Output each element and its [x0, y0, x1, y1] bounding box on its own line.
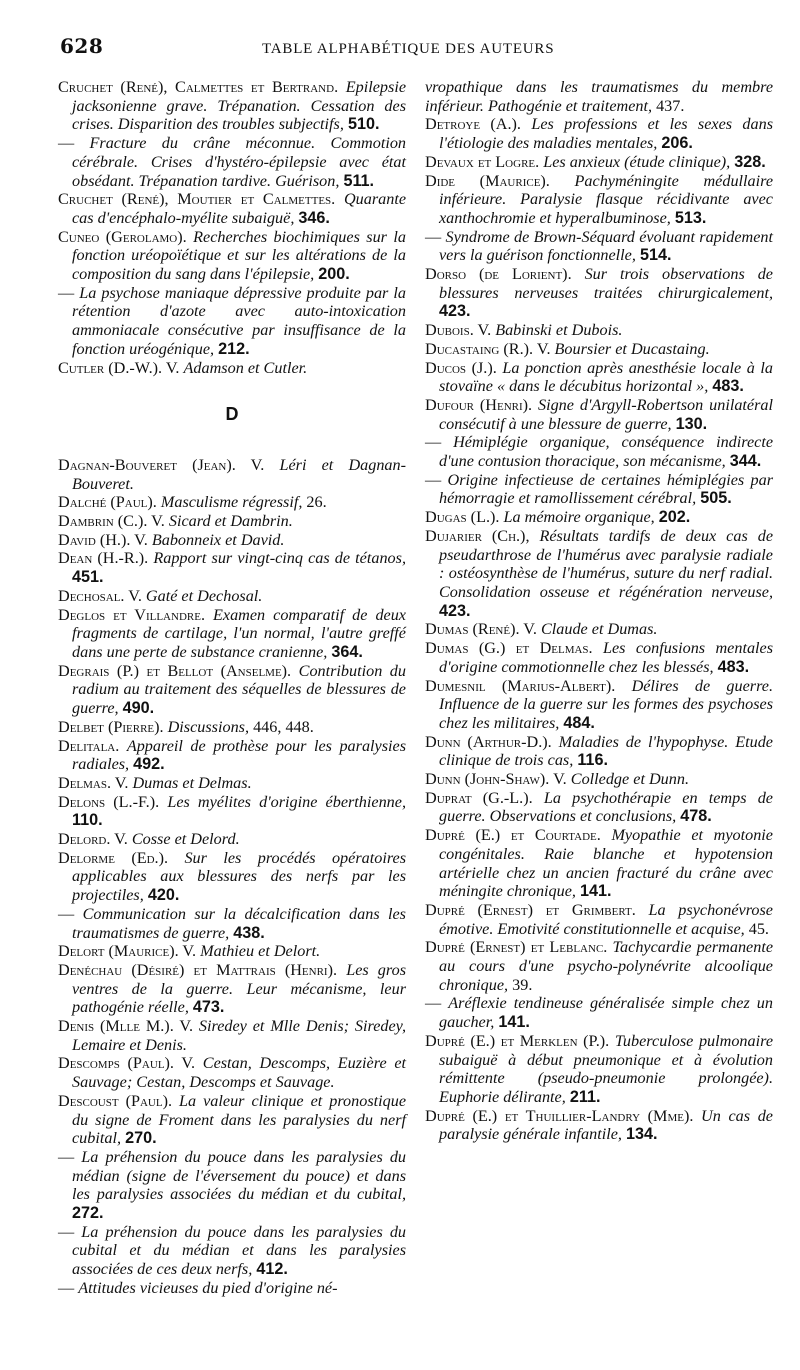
entry-title: Sicard et Dambrin. [168, 512, 293, 531]
entry-page: 437. [656, 96, 685, 115]
entry-authors: Ducastaing (R.). V. [425, 339, 551, 358]
entry-authors: Ducos (J.). [425, 358, 497, 377]
entry-page: 446, 448. [253, 717, 314, 736]
entry-authors: — [58, 283, 75, 302]
entry-authors: Dumesnil (Marius-Albert). [425, 676, 616, 695]
index-entry [425, 115, 773, 152]
entry-title: Colledge et Dunn. [570, 770, 690, 789]
entry-title: Origine infectieuse de certaines hémiplégies par hémorragie et ramollissement cérébral, [439, 470, 774, 508]
entry-page: 364. [331, 642, 363, 661]
index-entry [425, 938, 773, 994]
index-entry [425, 172, 773, 228]
entry-page: 438. [233, 923, 265, 942]
entry-title: Mathieu et Delort. [200, 942, 321, 961]
entry-authors: Deglos et Villandre. [58, 605, 205, 624]
entry-page: 344. [729, 452, 762, 471]
entry-title: La ponction après anesthésie locale à la stovaïne « dans le décubitus horizontal », [439, 358, 774, 396]
section-c-list [58, 78, 406, 377]
entry-page: 478. [680, 807, 712, 826]
entry-page: 270. [125, 1129, 157, 1148]
entry-title: Les confusions mentales d'origine commotionnelle chez les blessés, [439, 639, 774, 676]
entry-title: Quarante cas d'encéphalo-myélite subaiguë, [72, 190, 407, 227]
entry-title: La psychonévrose émotive. Emotivité constitutionnelle et acquise, [439, 900, 773, 938]
entry-authors: — [58, 1222, 75, 1241]
right-entry-list [425, 115, 773, 1144]
entry-authors: Dagnan-Bouveret (Jean). V. [58, 455, 265, 474]
entry-page: 514. [639, 246, 672, 265]
entry-authors: Delorme (Ed.). [58, 848, 169, 867]
entry-authors: Dechosal. V. [58, 586, 142, 605]
entry-title: Maladies de l'hypophyse. Etude clinique de trois cas, [439, 732, 773, 770]
entry-authors: Dorso (de Lorient). [425, 265, 572, 284]
index-entry [58, 1223, 406, 1279]
page-number: 628 [60, 34, 104, 58]
entry-authors: Dupré (Ernest) et Leblanc. [425, 938, 608, 957]
entry-authors: Detroye (A.). [425, 115, 521, 134]
index-entry [425, 508, 773, 527]
index-entry [58, 78, 406, 134]
entry-authors: Dugas (L.). [425, 508, 500, 527]
entry-authors: Dambrin (C.). V. [58, 512, 165, 531]
entry-authors: Cruchet (René), Moutier et Calmettes. [58, 190, 336, 209]
entry-title: Les gros ventres de la guerre. Leur mécanisme, leur pathogénie réelle, [72, 960, 406, 1017]
entry-page: 211. [569, 1087, 601, 1106]
page-header [60, 34, 768, 60]
entry-title: Signe d'Argyll-Robertson unilatéral consécutif à une blessure de guerre, [439, 395, 773, 433]
index-entry [58, 531, 406, 550]
entry-authors: Dunn (John-Shaw). V. [425, 770, 567, 789]
index-entry [58, 134, 406, 190]
entry-page: 420. [147, 886, 180, 905]
entry-page: 451. [72, 568, 104, 587]
entry-title: Gaté et Dechosal. [145, 586, 263, 605]
entry-page: 202. [658, 508, 691, 527]
entry-title: Boursier et Ducastaing. [554, 339, 710, 358]
entry-title: Cosse et Delord. [131, 830, 240, 849]
index-entry [58, 774, 406, 793]
index-entry [58, 1017, 406, 1054]
entry-title: Attitudes vicieuses du pied d'origine né- [78, 1278, 338, 1297]
entry-title: Délires de guerre. Influence de la guerre sur les formes des psychoses chez les militaires, [439, 676, 773, 732]
entry-page: 473. [192, 998, 225, 1017]
entry-authors: Descoust (Paul). [58, 1091, 173, 1110]
entry-title: La valeur clinique et pronostique du signe de Froment dans les paralysies du nerf cubital, [72, 1091, 407, 1148]
entry-authors: Dide (Maurice). [425, 171, 550, 190]
index-entry [58, 718, 406, 737]
index-entry [425, 620, 773, 639]
entry-authors: Devaux et Logre. [425, 152, 540, 171]
index-entry [58, 228, 406, 284]
entry-authors: Dumas (René). V. [425, 620, 537, 639]
entry-page: 505. [700, 489, 732, 508]
index-entry [425, 1032, 773, 1107]
entry-page: 212. [218, 339, 250, 358]
entry-title: Tuberculose pulmonaire subaiguë à début pneumonique et à évolution rémittente (pseudo-pneumonie prolongée). Euphorie délirante, [439, 1031, 773, 1106]
entry-title: La préhension du pouce dans les paralysies du cubital et du médian et dans les paralysies associées de ces deux nerfs, [72, 1222, 407, 1279]
entry-title: Masculisme régressif, [160, 493, 303, 512]
entry-authors: — [425, 433, 442, 452]
index-entry [425, 1107, 773, 1144]
entry-authors: Duprat (G.-L.). [425, 788, 533, 807]
entry-page: 484. [563, 713, 595, 732]
index-entry [58, 606, 406, 662]
index-entry [425, 677, 773, 733]
entry-page: 134. [626, 1125, 658, 1144]
entry-title: Recherches biochimiques sur la fonction uréopoïétique et sur les altérations de la composition du sang dans l'épilepsie, [72, 227, 407, 284]
entry-title: Léri et Dagnan-Bouveret. [72, 455, 407, 493]
entry-authors: — [58, 1278, 75, 1297]
entry-title: Résultats tardifs de deux cas de pseudarthrose de l'humérus avec paralysie radiale : ostéosynthèse de l'humérus, suture du nerf radial. Consolidation osseuse et régénération nerveuse, [439, 526, 774, 601]
index-entry [425, 433, 773, 470]
index-entry [58, 1279, 406, 1298]
index-entry [58, 905, 406, 942]
entry-authors: Cuneo (Gerolamo). [58, 227, 187, 246]
entry-title: La préhension du pouce dans les paralysies du médian (signe de l'éversement du pouce) et dans les paralysies associées du médian et du cubital, [72, 1147, 407, 1204]
entry-page: 26. [306, 493, 327, 512]
entry-page: 423. [439, 601, 471, 620]
running-title: TABLE ALPHABÉTIQUE DES AUTEURS [262, 41, 555, 57]
entry-authors: — [58, 904, 75, 923]
entry-title: Communication sur la décalcification dans les traumatismes de guerre, [72, 904, 406, 942]
index-entry [58, 359, 406, 378]
index-entry [58, 512, 406, 531]
entry-authors: Degrais (P.) et Bellot (Anselme). [58, 661, 292, 680]
entry-title: Epilepsie jacksonienne grave. Trépanation. Cessation des crises. Disparition des troubles subjectifs, [72, 78, 407, 134]
entry-page: 510. [347, 115, 380, 134]
entry-page: 39. [512, 975, 533, 994]
entry-authors: Dean (H.-R.). [58, 549, 149, 568]
entry-title: Discussions, [167, 717, 250, 736]
entry-title: Hémiplégie organique, conséquence indirecte d'une contusion thoracique, son mécanisme, [439, 433, 774, 471]
index-entry [425, 789, 773, 826]
entry-authors: David (H.). V. [58, 530, 148, 549]
index-entry [425, 359, 773, 396]
entry-authors: — [425, 227, 442, 246]
entry-title: La mémoire organique, [503, 508, 655, 527]
entry-authors: Dumas (G.) et Delmas. [425, 639, 593, 658]
entry-authors: Dunn (Arthur-D.). [425, 732, 552, 751]
index-entry [425, 396, 773, 433]
entry-authors: Delord. V. [58, 830, 128, 849]
entry-authors: — [425, 470, 442, 489]
entry-title: Tachycardie permanente au cours d'une psycho-polynévrite alcoolique chronique, [439, 938, 774, 994]
entry-title: Cestan, Descomps, Euzière et Sauvage; Cestan, Descomps et Sauvage. [72, 1054, 407, 1092]
entry-title: La psychothérapie en temps de guerre. Observations et conclusions, [439, 788, 773, 826]
entry-title: Sur les procédés opératoires applicables aux blessures des nerfs par les projectiles, [72, 848, 406, 905]
entry-authors: Descomps (Paul). V. [58, 1054, 196, 1073]
entry-page: 483. [717, 657, 750, 676]
index-entry [425, 265, 773, 321]
entry-page: 272. [72, 1204, 104, 1223]
entry-title: Syndrome de Brown-Séquard évoluant rapidement vers la guérison fonctionnelle, [439, 227, 773, 265]
index-entry [58, 549, 406, 586]
index-entry [425, 153, 773, 172]
index-entry [58, 493, 406, 512]
section-d-list [58, 456, 406, 1298]
entry-page: 141. [580, 882, 612, 901]
entry-authors: Delitala. [58, 736, 120, 755]
index-entry [58, 1054, 406, 1091]
entry-title: Les professions et les sexes dans l'étiologie des maladies mentales, [439, 115, 774, 153]
index-entry [58, 961, 406, 1017]
index-entry [425, 826, 773, 901]
entry-page: 346. [298, 208, 330, 227]
entry-page: 412. [256, 1260, 288, 1279]
entry-title: Fracture du crâne méconnue. Commotion cérébrale. Crises d'hystéro-épilepsie avec état obsédant. Trépanation tardive. Guérison, [72, 134, 407, 190]
entry-page: 200. [318, 265, 350, 284]
entry-page: 206. [661, 134, 693, 153]
entry-title: Aréflexie tendineuse généralisée simple chez un gaucher, [439, 994, 773, 1032]
index-entry [58, 1092, 406, 1148]
entry-title: Contribution du radium au traitement des séquelles de blessures de guerre, [72, 661, 406, 718]
right-column [425, 78, 773, 1144]
entry-authors: — [58, 1147, 75, 1166]
index-entry [425, 639, 773, 676]
index-entry [58, 662, 406, 718]
entry-page: 490. [122, 699, 155, 718]
entry-authors: Dupré (E.) et Thuillier-Landry (Mme). [425, 1106, 694, 1125]
entry-page: 130. [675, 414, 708, 433]
entry-title: Babinski et Dubois. [495, 321, 623, 340]
entry-title: Siredey et Mlle Denis; Siredey, Lemaire et Denis. [72, 1017, 407, 1054]
entry-authors: Dubois. V. [425, 321, 492, 340]
left-column [58, 78, 406, 1298]
entry-title: Rapport sur vingt-cinq cas de tétanos, [153, 549, 406, 568]
entry-page: 423. [439, 302, 471, 321]
entry-title: Claude et Dumas. [540, 620, 658, 639]
entry-authors: Dupré (E.) et Merklen (P.). [425, 1031, 610, 1050]
entry-authors: Delbet (Pierre). [58, 717, 164, 736]
entry-authors: — [425, 994, 442, 1013]
entry-authors: Cutler (D.-W.). V. [58, 358, 180, 377]
index-entry [425, 770, 773, 789]
entry-title: Babonneix et David. [151, 530, 285, 549]
index-entry [425, 901, 773, 938]
index-entry [425, 994, 773, 1031]
index-entry [425, 471, 773, 508]
index-entry [58, 942, 406, 961]
entry-title: vropathique dans les traumatismes du membre inférieur. Pathogénie et traitement, [425, 78, 773, 115]
index-entry [58, 793, 406, 830]
continuation-entry [425, 78, 773, 115]
entry-title: La psychose maniaque dépressive produite par la rétention d'azote avec auto-intoxication ammoniacale consécutive par insuffisance de la fonction uréogénique, [72, 283, 406, 358]
entry-authors: Dupré (Ernest) et Grimbert. [425, 900, 636, 919]
index-entry [58, 587, 406, 606]
index-entry [58, 284, 406, 359]
index-entry [58, 849, 406, 905]
index-entry [425, 321, 773, 340]
entry-page: 483. [712, 377, 744, 396]
entry-authors: Dufour (Henri). [425, 395, 533, 414]
entry-authors: Denis (Mlle M.). V. [58, 1017, 193, 1036]
entry-page: 511. [343, 171, 375, 190]
entry-title: Adamson et Cutler. [183, 358, 308, 377]
index-entry [58, 190, 406, 227]
entry-page: 492. [133, 755, 165, 774]
entry-authors: Delmas. V. [58, 773, 129, 792]
entry-title: Examen comparatif de deux fragments de cartilage, l'un normal, l'autre greffé dans une perte de substance cranienne, [72, 605, 406, 661]
entry-title: Dumas et Delmas. [132, 773, 252, 792]
index-entry [425, 733, 773, 770]
entry-title: Pachyméningite médullaire inférieure. Paralysie flasque récidivante avec xanthochromie et hyperalbuminose, [439, 171, 774, 227]
entry-authors: Delort (Maurice). V. [58, 942, 197, 961]
entry-page: 116. [577, 751, 608, 770]
entry-authors: Dupré (E.) et Courtade. [425, 826, 601, 845]
entry-authors: — [58, 134, 75, 153]
entry-title: Les anxieux (étude clinique), [543, 152, 731, 171]
entry-authors: Dujarier (Ch.), [425, 526, 530, 545]
entry-title: Appareil de prothèse pour les paralysies radiales, [72, 736, 406, 774]
index-entry [425, 527, 773, 621]
section-letter: D [225, 404, 239, 425]
entry-title: Sur trois observations de blessures nerveuses traitées chirurgicalement, [439, 265, 773, 302]
entry-page: 141. [498, 1013, 530, 1032]
index-entry [58, 1148, 406, 1223]
index-entry [58, 830, 406, 849]
entry-title: Myopathie et myotonie congénitales. Raie blanche et hypotension artérielle chez un ancien fracturé du crâne avec méningite chronique, [439, 826, 773, 901]
index-entry [58, 456, 406, 493]
index-entry [58, 737, 406, 774]
entry-authors: Denéchau (Désiré) et Mattrais (Henri). [58, 960, 338, 979]
index-entry [425, 228, 773, 265]
entry-authors: Cruchet (René), Calmettes et Bertrand. [58, 78, 339, 96]
entry-authors: Delons (L.-F.). [58, 792, 160, 811]
entry-page: 513. [674, 208, 707, 227]
entry-title: Un cas de paralysie générale infantile, [439, 1106, 773, 1144]
entry-page: 328. [734, 152, 766, 171]
entry-page: 45. [748, 919, 769, 938]
entry-page: 110. [72, 811, 103, 830]
entry-title: Les myélites d'origine éberthienne, [167, 792, 407, 811]
entry-authors: Dalché (Paul). [58, 493, 157, 512]
index-entry [425, 340, 773, 359]
